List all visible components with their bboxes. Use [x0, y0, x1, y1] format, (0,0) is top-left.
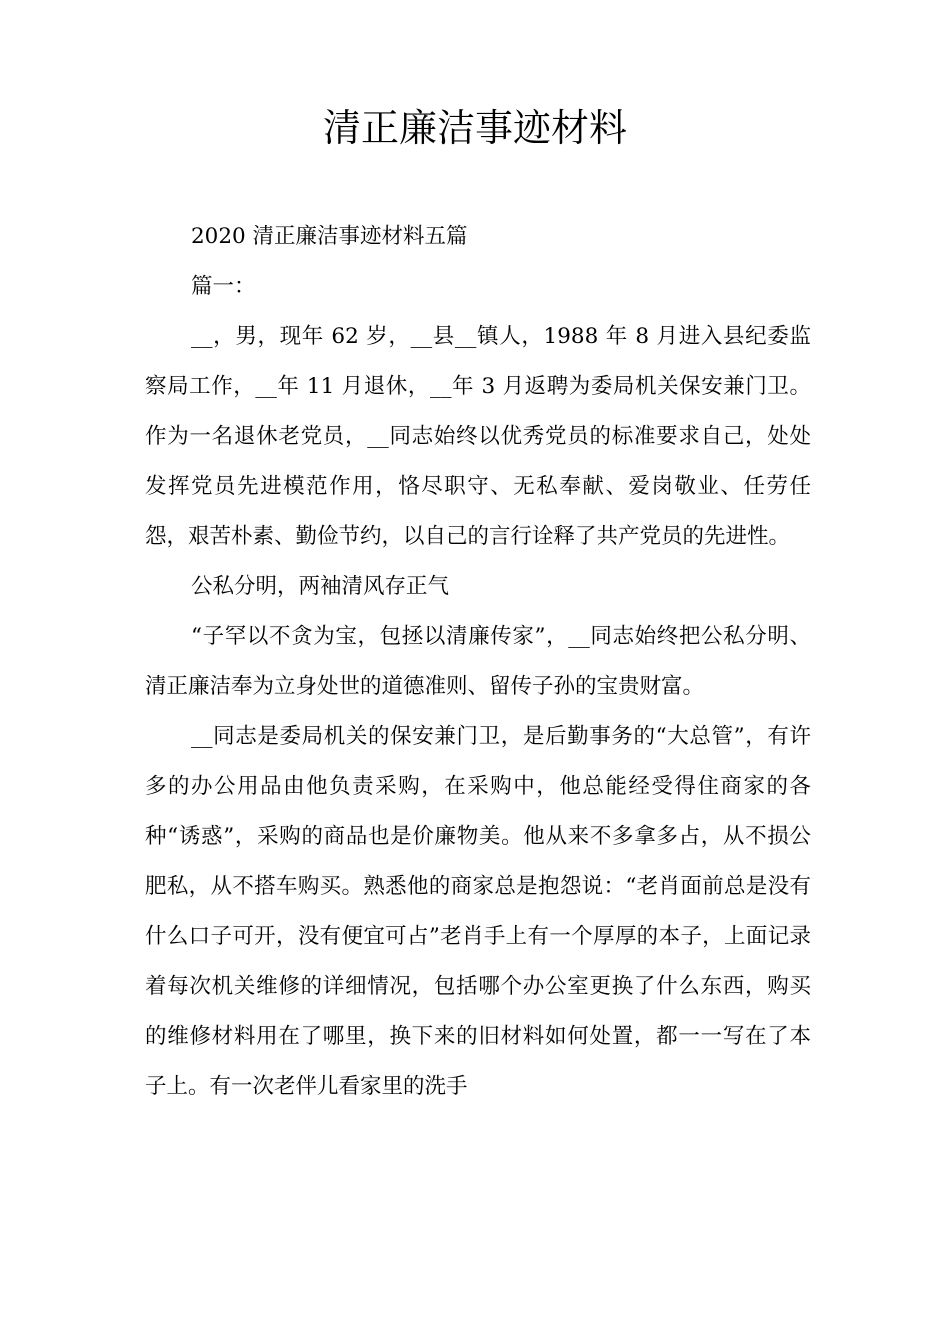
section-heading: 篇一： — [191, 274, 256, 299]
document-title: 清正廉洁事迹材料 — [322, 106, 627, 150]
subtitle-paragraph: 2020 清正廉洁事迹材料五篇 — [191, 224, 468, 249]
section-subheading: 公私分明，两袖清风存正气 — [191, 574, 450, 599]
body-paragraph: __同志是委局机关的保安兼门卫，是后勤事务的“大总管”，有许多的办公用品由他负责采购，在采购中，他总能经受得住商家的各种“诱惑”，采购的商品也是价廉物美。他从来不多拿多占，从不损公肥私，从不搭车购买。熟悉他的商家总是抱怨说：“老肖面前总是没有什么口子可开，没有便宜可占”老肖手上有一个厚厚的本子，上面记录着每次机关维修的详细情况，包括哪个办公室更换了什么东西，购买的维修材料用在了哪里，换下来的旧材料如何处置，都一一写在了本子上。有一次老伴儿看家里的洗手 — [145, 724, 811, 1099]
document-body — [145, 212, 811, 1112]
body-paragraph: “子罕以不贪为宝，包拯以清廉传家”，__同志始终把公私分明、清正廉洁奉为立身处世的道德准则、留传子孙的宝贵财富。 — [145, 624, 811, 699]
body-paragraph: __，男，现年 62 岁，__县__镇人，1988 年 8 月进入县纪委监察局工作，__年 11 月退休，__年 3 月返聘为委局机关保安兼门卫。作为一名退休老党员，__同志始终以优秀党员的标准要求自己，处处发挥党员先进模范作用，恪尽职守、无私奉献、爱岗敬业、任劳任怨，艰苦朴素、勤俭节约，以自己的言行诠释了共产党员的先进性。 — [145, 324, 811, 549]
